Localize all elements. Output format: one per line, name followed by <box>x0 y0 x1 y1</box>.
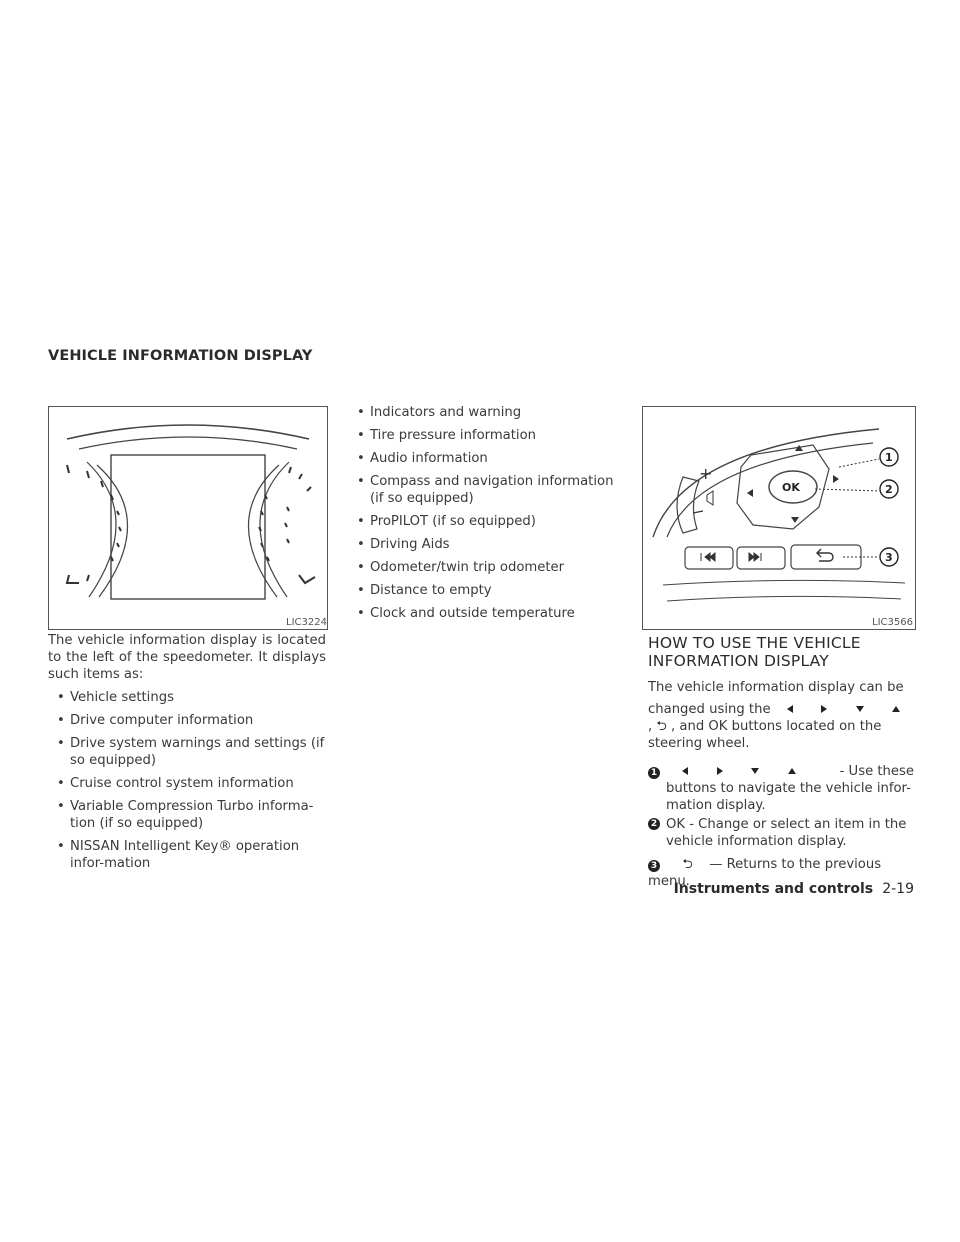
list-item: • NISSAN Intelligent Key® operation infor-mation <box>48 838 326 872</box>
intro-text: The vehicle information display is located to the left of the speedometer. It displays such items as: <box>48 633 326 682</box>
back-icon: ⮌ <box>656 719 667 734</box>
up-arrow-icon <box>892 706 900 712</box>
up-arrow-icon <box>788 768 796 774</box>
down-arrow-icon <box>856 706 864 712</box>
step2-text-b: vehicle information display. <box>666 834 847 849</box>
howto-text-changed: changed using the <box>648 702 771 717</box>
list-item: • Vehicle settings <box>48 689 326 706</box>
figure-code: LIC3224 <box>286 617 327 628</box>
footer-chapter: Instruments and controls <box>673 881 874 897</box>
left-arrow-icon <box>787 705 793 713</box>
list-item: • Clock and outside temperature <box>348 605 624 622</box>
step-number-1: 1 <box>648 767 660 779</box>
section-title: VEHICLE INFORMATION DISPLAY <box>48 348 313 364</box>
callout-3: 3 <box>885 551 893 564</box>
right-arrow-icon <box>717 767 723 775</box>
feature-list-right <box>348 404 624 628</box>
howto-heading-line2: INFORMATION DISPLAY <box>648 652 829 670</box>
list-item: • Audio information <box>348 450 624 467</box>
intro-paragraph <box>48 632 326 683</box>
list-item: • Cruise control system information <box>48 775 326 792</box>
step1-text-b: buttons to navigate the vehicle infor- <box>666 781 911 796</box>
step2-text-a: OK - Change or select an item in the <box>666 817 907 832</box>
list-item: • Drive system warnings and settings (if so equipped) <box>48 735 326 769</box>
feature-list-left <box>48 689 326 878</box>
ok-button-label: OK <box>782 481 800 494</box>
list-item: • Drive computer information <box>48 712 326 729</box>
step-number-3: 3 <box>648 860 660 872</box>
howto-text-comma: , <box>648 719 653 734</box>
step1-text-c: mation display. <box>666 798 766 813</box>
svg-text:+: + <box>699 464 713 483</box>
step3-text: — Returns to the previous menu. <box>648 857 882 889</box>
howto-heading <box>648 634 918 670</box>
list-item: • Odometer/twin trip odometer <box>348 559 624 576</box>
step-1 <box>648 763 914 814</box>
list-item: • Variable Compression Turbo informa-tion (if so equipped) <box>48 798 326 832</box>
instrument-cluster-illustration <box>49 407 327 629</box>
down-arrow-icon <box>751 768 759 774</box>
back-icon: ⮌ <box>682 857 693 872</box>
callout-2: 2 <box>885 483 893 496</box>
right-arrow-icon <box>821 705 827 713</box>
howto-text-end: , and OK buttons located on the <box>671 719 882 734</box>
instrument-cluster-figure <box>48 406 328 630</box>
howto-heading-line1: HOW TO USE THE VEHICLE <box>648 634 861 652</box>
step1-text-a: - Use these <box>839 764 914 779</box>
left-arrow-icon <box>682 767 688 775</box>
step-number-2: 2 <box>648 818 660 830</box>
list-item: • Tire pressure information <box>348 427 624 444</box>
steering-switch-illustration <box>643 407 915 629</box>
steering-switch-figure <box>642 406 916 630</box>
list-item: • Distance to empty <box>348 582 624 599</box>
callout-1: 1 <box>885 451 893 464</box>
list-item: • Driving Aids <box>348 536 624 553</box>
howto-paragraph <box>648 679 914 752</box>
footer-page-number: 2-19 <box>882 881 914 897</box>
page-footer <box>674 878 914 897</box>
howto-text-end2: steering wheel. <box>648 736 750 751</box>
list-item: • Indicators and warning <box>348 404 624 421</box>
step-2 <box>648 816 914 850</box>
howto-text-start: The vehicle information display can be <box>648 680 904 695</box>
list-item: • Compass and navigation information (if so equipped) <box>348 473 624 507</box>
list-item: • ProPILOT (if so equipped) <box>348 513 624 530</box>
figure-code: LIC3566 <box>872 617 913 628</box>
